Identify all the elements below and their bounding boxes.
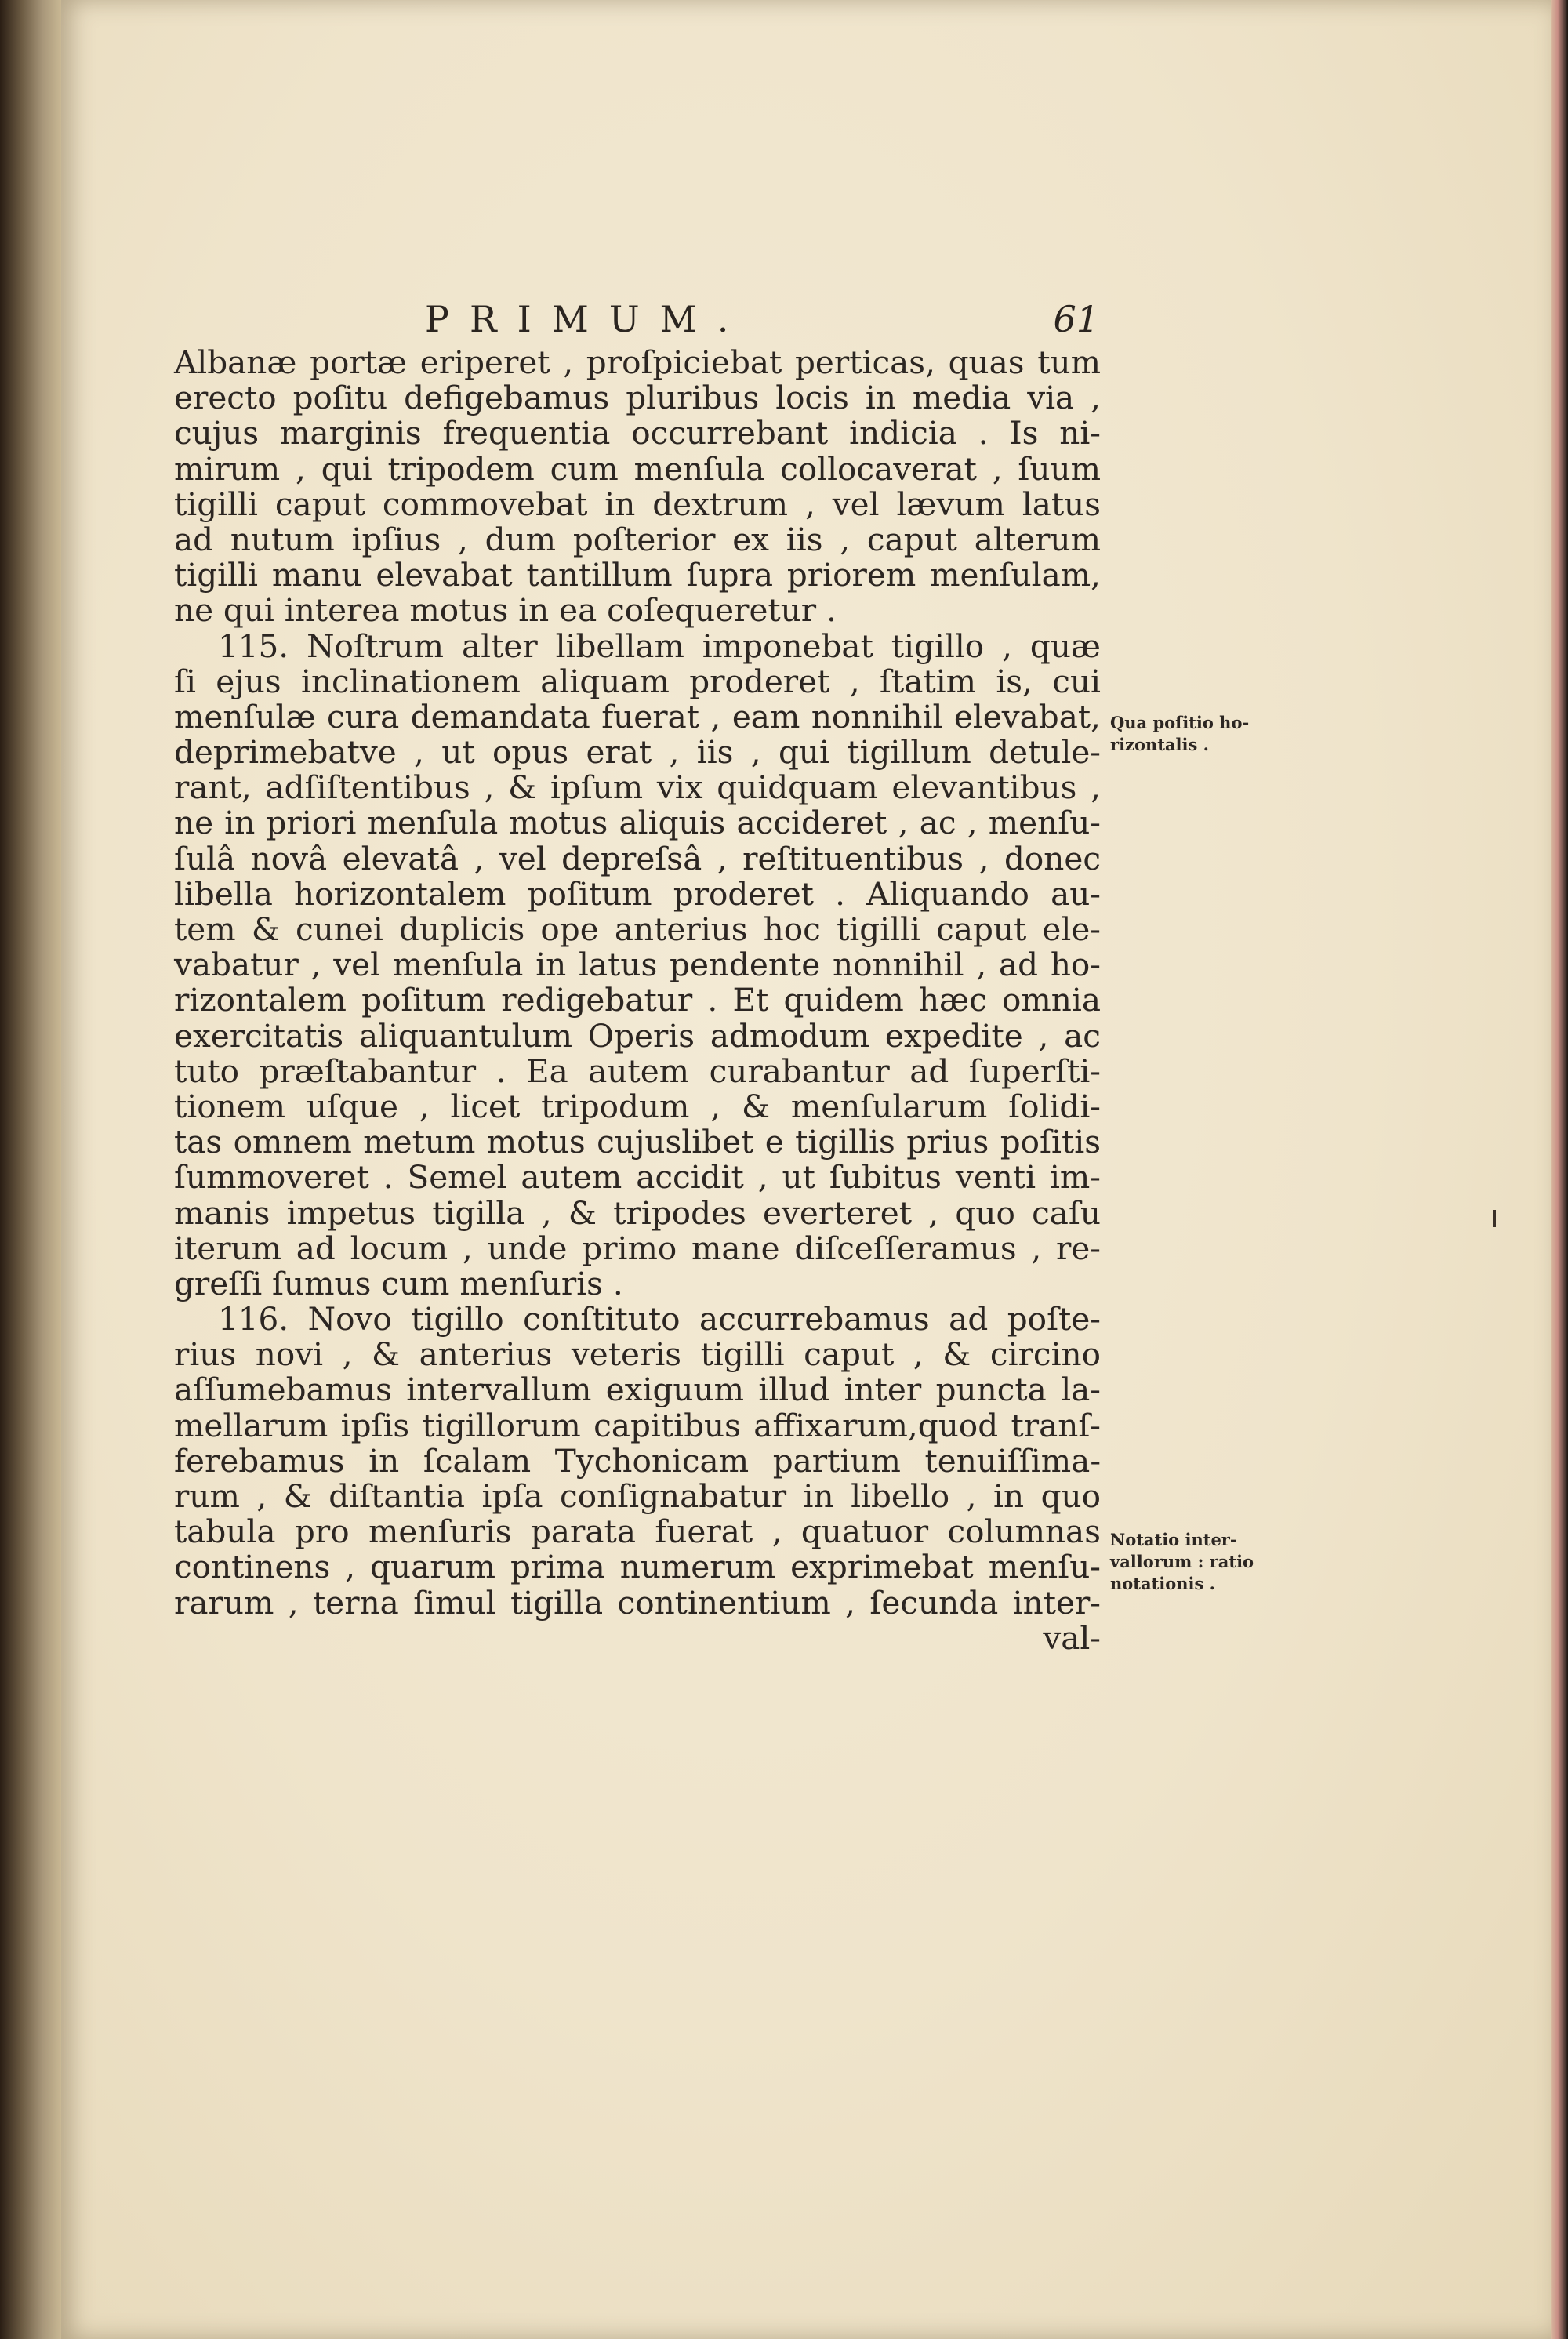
text-line: mirum , qui tripodem cum menſula collocaverat , ſuum <box>174 449 1101 488</box>
text-line: ne in priori menſula motus aliquis accideret , ac , menſu- <box>174 804 1101 842</box>
text-line: ad nutum ipſius , dum poſterior ex iis , caput alterum <box>174 520 1101 558</box>
running-title: PRIMUM. <box>425 298 750 340</box>
text-line: erecto poſitu defigebamus pluribus locis in media via , <box>174 379 1101 417</box>
text-line: ſulâ novâ elevatâ , vel depreſsâ , reſtituentibus , donec <box>174 839 1101 877</box>
margin-note-positio <box>1110 712 1298 756</box>
text-line: continens , quarum prima numerum exprimebat menſu- <box>174 1548 1101 1586</box>
paragraph-start-line: 116. Novo tigillo conſtituto accurrebamus ad poſte- <box>218 1300 1101 1338</box>
page-number: 61 <box>1053 298 1099 340</box>
text-line: mellarum ipſis tigillorum capitibus affixarum,quod tranſ- <box>174 1406 1101 1444</box>
margin-note-line: vallorum : ratio <box>1110 1552 1254 1571</box>
text-line: rius novi , & anterius veteris tigilli caput , & circino <box>174 1335 1101 1374</box>
text-line: rarum , terna ſimul tigilla continentium , ſecunda inter- <box>174 1583 1101 1622</box>
text-line: ſummoveret . Semel autem accidit , ut ſubitus venti im- <box>174 1158 1101 1197</box>
running-head <box>174 298 1099 345</box>
text-line: vabatur , vel menſula in latus pendente nonnihil , ad ho- <box>174 946 1101 984</box>
margin-note-notatio <box>1110 1529 1298 1595</box>
text-line: tionem uſque , licet tripodum , & menſularum ſolidi- <box>174 1087 1101 1125</box>
text-line: tigilli caput commovebat in dextrum , vel lævum latus <box>174 485 1101 523</box>
text-line: tas omnem metum motus cujuslibet e tigillis prius poſitis <box>174 1123 1101 1161</box>
text-line: rizontalem poſitum redigebatur . Et quidem hæc omnia <box>174 981 1101 1019</box>
text-line: tigilli manu elevabat tantillum ſupra priorem menſulam, <box>174 556 1101 594</box>
text-line: ferebamus in ſcalam Tychonicam partium tenuiſſima- <box>174 1441 1101 1480</box>
text-line: Albanæ portæ eriperet , proſpiciebat perticas, quas tum <box>174 343 1101 381</box>
text-line: rant, adſiſtentibus , & ipſum vix quidquam elevantibus , <box>174 768 1101 807</box>
text-line: libella horizontalem poſitum proderet . Aliquando au- <box>174 874 1101 913</box>
body-text <box>174 345 1101 1656</box>
text-line: aſſumebamus intervallum exiguum illud inter puncta la- <box>174 1371 1101 1409</box>
text-line: manis impetus tigilla , & tripodes everteret , quo caſu <box>174 1193 1101 1232</box>
margin-note-line: notationis . <box>1110 1574 1215 1593</box>
book-gutter <box>0 0 61 2339</box>
margin-note-line: Notatio inter- <box>1110 1530 1237 1549</box>
ink-mark <box>1493 1210 1496 1227</box>
margin-note-line: Qua poſitio ho- <box>1110 713 1250 732</box>
text-line: ſi ejus inclinationem aliquam proderet , ſtatim is, cui <box>174 662 1101 700</box>
text-line: tuto præſtabantur . Ea autem curabantur ad ſuperſti- <box>174 1051 1101 1090</box>
paragraph-start-line: 115. Noſtrum alter libellam imponebat tigillo , quæ <box>218 627 1101 665</box>
text-line: deprimebatve , ut opus erat , iis , qui tigillum detule- <box>174 733 1101 772</box>
text-line: greſſi ſumus cum menſuris . <box>174 1264 623 1302</box>
text-line: tabula pro menſuris parata fuerat , quatuor columnas <box>174 1513 1101 1551</box>
text-line: cujus marginis frequentia occurrebant indicia . Is ni- <box>174 414 1101 452</box>
text-line: tem & cunei duplicis ope anterius hoc tigilli caput ele- <box>174 910 1101 948</box>
text-line: rum , & diſtantia ipſa conſignabatur in libello , in quo <box>174 1477 1101 1515</box>
margin-note-line: rizontalis . <box>1110 735 1209 754</box>
page-edge <box>1551 0 1568 2339</box>
text-line: ne qui interea motus in ea coſequeretur . <box>174 591 837 630</box>
catchword: val- <box>1043 1618 1101 1657</box>
text-line: exercitatis aliquantulum Operis admodum expedite , ac <box>174 1016 1101 1055</box>
text-line: iterum ad locum , unde primo mane diſceſſeramus , re- <box>174 1229 1101 1267</box>
text-line: menſulæ cura demandata fuerat , eam nonnihil elevabat, <box>174 697 1101 735</box>
